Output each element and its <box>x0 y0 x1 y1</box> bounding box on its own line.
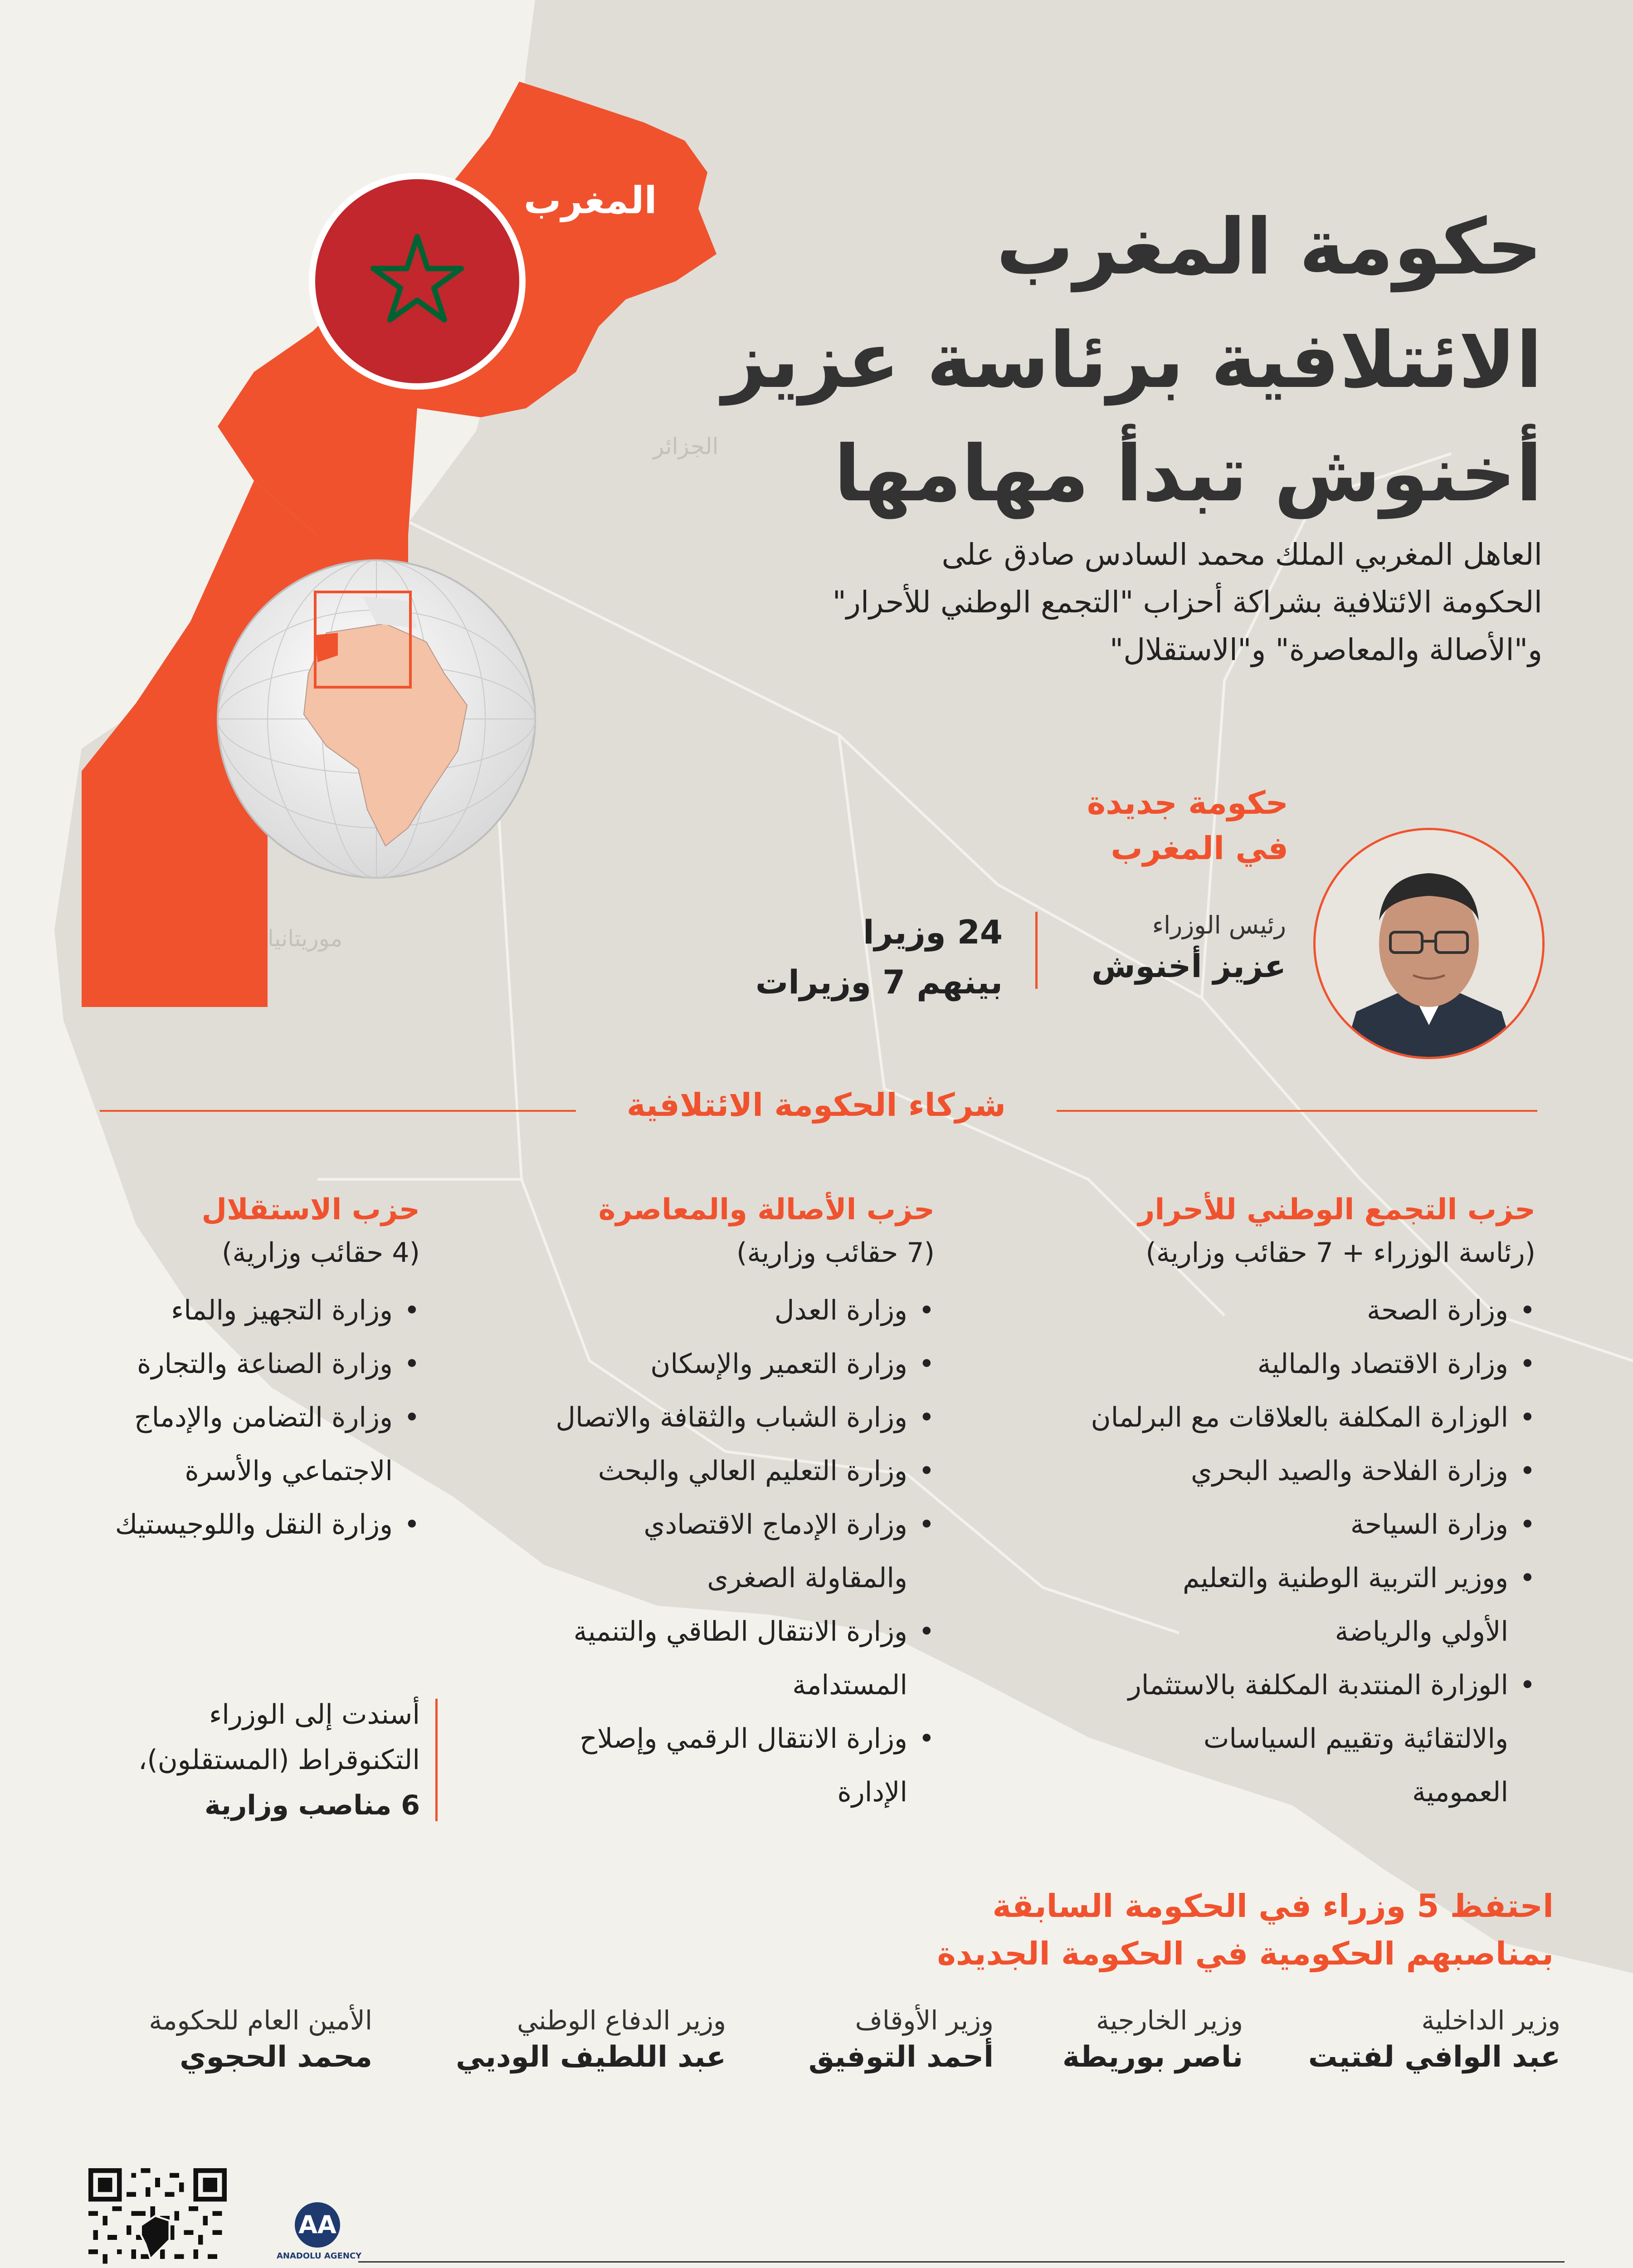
title-line-1: حكومة المغرب <box>996 202 1542 292</box>
party-pam <box>481 1188 935 1819</box>
pm-name: عزيز أخنوش <box>1091 948 1286 985</box>
anadolu-logo <box>277 2202 362 2268</box>
retained-minister-3 <box>767 2005 994 2074</box>
list-item: • وزارة التجهيز والماء <box>80 1284 420 1337</box>
subtitle-line-1: العاهل المغربي الملك محمد السادس صادق على <box>941 537 1542 572</box>
technocrats-separator <box>435 1699 438 1821</box>
list-item: • ووزير التربية الوطنية والتعليم الأولي والرياضة <box>969 1551 1536 1658</box>
new-gov-heading-line-2: في المغرب <box>1111 830 1288 867</box>
title-line-3: أخنوش تبدأ مهامها <box>834 429 1542 519</box>
morocco-flag-icon <box>308 172 526 390</box>
minister-title: الأمين العام للحكومة <box>149 2005 372 2036</box>
party-istiqlal-detail: (4 حقائب وزارية) <box>222 1237 420 1269</box>
retained-minister-1 <box>1288 2005 1560 2074</box>
list-item: • وزارة الصناعة والتجارة <box>80 1337 420 1391</box>
list-item: • وزارة الفلاحة والصيد البحري <box>969 1444 1536 1498</box>
party-rni-ministries <box>969 1284 1536 1819</box>
minister-name: عبد الوافي لفتيت <box>1308 2040 1560 2074</box>
new-gov-heading <box>926 780 1288 871</box>
technocrats-line-3: 6 مناصب وزارية <box>204 1789 420 1821</box>
party-istiqlal <box>80 1188 420 1551</box>
party-pam-detail: (7 حقائب وزارية) <box>736 1237 935 1269</box>
minister-title: وزير الدفاع الوطني <box>517 2005 726 2036</box>
list-item: • الوزارة المنتدبة المكلفة بالاستثمار والالتقائية وتقييم السياسات العمومية <box>969 1658 1536 1819</box>
ministers-count <box>595 907 1003 1007</box>
subtitle-line-3: و"الأصالة والمعاصرة" و"الاستقلال" <box>1109 632 1542 667</box>
partners-divider-left <box>100 1110 576 1112</box>
retained-minister-4 <box>431 2005 726 2074</box>
retained-minister-5 <box>91 2005 372 2074</box>
list-item: • وزارة الإدماج الاقتصادي والمقاولة الصغرى <box>481 1498 935 1605</box>
technocrats-note <box>75 1692 420 1828</box>
women-ministers-count: بينهم 7 وزيرات <box>755 963 1003 1001</box>
minister-title: وزير الداخلية <box>1421 2005 1560 2036</box>
pm-separator <box>1035 912 1038 989</box>
page-title <box>545 191 1542 531</box>
technocrats-line-2: التكنوقراط (المستقلون)، <box>138 1744 420 1776</box>
party-pam-name: حزب الأصالة والمعاصرة <box>598 1193 935 1227</box>
partners-divider-right <box>1057 1110 1537 1112</box>
algeria-label: الجزائر <box>653 433 719 459</box>
page-subtitle <box>681 531 1542 674</box>
party-pam-ministries <box>481 1284 935 1819</box>
globe-locator-icon <box>213 556 540 882</box>
retained-heading <box>647 1882 1554 1978</box>
party-istiqlal-name: حزب الاستقلال <box>201 1193 420 1227</box>
pm-info <box>1014 907 1286 989</box>
list-item: • وزارة النقل واللوجيستيك <box>80 1498 420 1551</box>
minister-name: ناصر بوريطة <box>1062 2040 1243 2074</box>
party-istiqlal-ministries <box>80 1284 420 1551</box>
minister-title: وزير الأوقاف <box>855 2005 994 2036</box>
party-rni-detail: (رئاسة الوزراء + 7 حقائب وزارية) <box>1146 1237 1536 1269</box>
minister-name: أحمد التوفيق <box>808 2040 994 2074</box>
retained-minister-2 <box>1016 2005 1243 2074</box>
aa-logo-icon: AA <box>295 2202 340 2248</box>
pm-avatar <box>1313 828 1545 1059</box>
agency-name: ANADOLU AGENCY <box>277 2251 362 2261</box>
new-gov-heading-line-1: حكومة جديدة <box>1087 784 1288 821</box>
morocco-label: المغرب <box>524 179 657 222</box>
pm-role: رئيس الوزراء <box>1152 911 1286 939</box>
list-item: • وزارة الشباب والثقافة والاتصال <box>481 1391 935 1444</box>
list-item: • وزارة العدل <box>481 1284 935 1337</box>
list-item: • وزارة السياحة <box>969 1498 1536 1551</box>
minister-title: وزير الخارجية <box>1096 2005 1243 2036</box>
footer-line <box>358 2261 1565 2263</box>
ministers-total: 24 وزيرا <box>863 913 1003 951</box>
party-rni-name: حزب التجمع الوطني للأحرار <box>1138 1193 1536 1227</box>
list-item: • وزارة الاقتصاد والمالية <box>969 1337 1536 1391</box>
list-item: • الوزارة المكلفة بالعلاقات مع البرلمان <box>969 1391 1536 1444</box>
title-line-2: الائتلافية برئاسة عزيز <box>722 316 1542 406</box>
qr-code-icon <box>88 2168 227 2268</box>
partners-heading: شركاء الحكومة الائتلافية <box>626 1086 1006 1124</box>
minister-name: محمد الحجوي <box>180 2040 372 2074</box>
list-item: • وزارة الصحة <box>969 1284 1536 1337</box>
minister-name: عبد اللطيف الوديي <box>456 2040 726 2074</box>
retained-heading-line-1: احتفظ 5 وزراء في الحكومة السابقة <box>992 1887 1554 1925</box>
party-rni <box>969 1188 1536 1819</box>
list-item: • وزارة التعليم العالي والبحث <box>481 1444 935 1498</box>
mauritania-label: موريتانيا <box>268 925 343 952</box>
list-item: • وزارة التضامن والإدماج الاجتماعي والأسرة <box>80 1391 420 1498</box>
list-item: • وزارة التعمير والإسكان <box>481 1337 935 1391</box>
subtitle-line-2: الحكومة الائتلافية بشراكة أحزاب "التجمع الوطني للأحرار" <box>832 585 1542 620</box>
list-item: • وزارة الانتقال الطاقي والتنمية المستدامة <box>481 1605 935 1712</box>
list-item: • وزارة الانتقال الرقمي وإصلاح الإدارة <box>481 1712 935 1819</box>
technocrats-line-1: أسندت إلى الوزراء <box>209 1699 420 1730</box>
retained-heading-line-2: بمناصبهم الحكومية في الحكومة الجديدة <box>937 1935 1554 1972</box>
